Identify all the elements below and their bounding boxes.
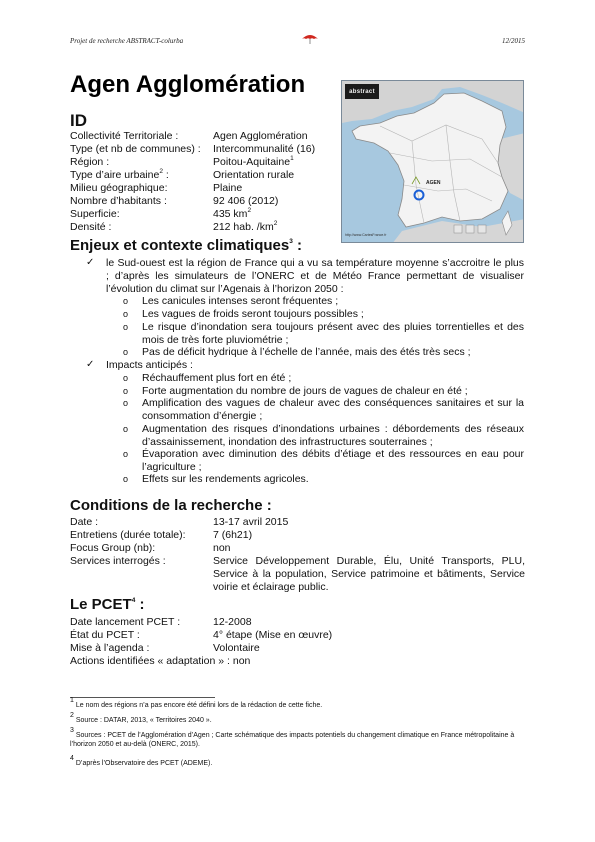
pcet-key: Date lancement PCET : [70, 616, 181, 628]
circle-bullet-icon: o [123, 322, 129, 332]
footnote-number: 2 [70, 711, 74, 719]
id-key: Superficie: [70, 208, 120, 220]
footnote-ref: 4 [131, 597, 136, 604]
sub-list-item [123, 372, 524, 385]
footnote [70, 754, 525, 768]
conditions-key: Date : [70, 516, 99, 528]
sub-list-item [123, 448, 524, 474]
id-key: Région : [70, 156, 110, 168]
id-value: 212 hab. $/km^2$ [213, 219, 278, 233]
footnote-number: 1 [70, 696, 74, 704]
sub-list-item [123, 321, 524, 347]
conditions-heading: Conditions de la recherche : [70, 497, 272, 514]
sub-list-item [123, 295, 524, 308]
map-credit: http://www.CartesFrance.fr [345, 233, 387, 237]
pcet-actions: Actions identifiées « adaptation » : non [70, 655, 251, 667]
id-key: Densité : [70, 221, 112, 233]
list-item-text: Impacts anticipés : [106, 359, 193, 371]
id-value: Orientation rurale [213, 169, 295, 181]
circle-bullet-icon: o [123, 386, 129, 396]
id-key: Collectivité Territoriale : [70, 130, 179, 142]
circle-bullet-icon: o [123, 449, 129, 459]
id-value: 92 406 (2012) [213, 195, 279, 207]
footnote-number: 3 [70, 726, 74, 734]
unit-exponent: 2 [247, 206, 252, 214]
sub-list-item-text: Effets sur les rendements agricoles. [142, 473, 309, 485]
footnote [70, 726, 525, 749]
footnote [70, 711, 525, 725]
circle-bullet-icon: o [123, 347, 129, 357]
circle-bullet-icon: o [123, 296, 129, 306]
footnote-number: 4 [70, 754, 74, 762]
sub-list-item-text: Réchauffement plus fort en été ; [142, 372, 292, 384]
conditions-key: Focus Group (nb): [70, 542, 156, 554]
id-key: Type d’aire urbaine$^2$ : [70, 167, 169, 181]
circle-bullet-icon: o [123, 474, 129, 484]
footnote-ref: 1 [290, 154, 294, 162]
sub-list-item [123, 473, 524, 486]
pcet-value: 12-2008 [213, 616, 252, 628]
id-value: Poitou-Aquitaine$^1$ [213, 154, 294, 168]
id-key: Type (et nb de communes) : [70, 143, 201, 155]
conditions-value: 13-17 avril 2015 [213, 516, 289, 528]
conditions-key: Entretiens (durée totale): [70, 529, 186, 541]
conditions-key: Services interrogés : [70, 555, 166, 567]
checkmark-icon: ✓ [86, 257, 95, 268]
id-key: Nombre d’habitants : [70, 195, 167, 207]
sub-list-item [123, 397, 524, 423]
conditions-value: non [213, 542, 231, 554]
map-city-label: AGEN [426, 180, 441, 186]
france-map-image [342, 81, 524, 243]
abstract-logo: abstract [345, 84, 379, 99]
sub-list-item-text: Pas de déficit hydrique à l’échelle de l’année, mais des étés très secs ; [142, 346, 471, 358]
pcet-heading: Le PCET$^4$ : [70, 596, 145, 613]
sub-list-item-text: Forte augmentation du nombre de jours de vagues de chaleur en été ; [142, 385, 468, 397]
id-value: Plaine [213, 182, 243, 194]
sub-list-item-text: Le risque d’inondation sera toujours présent avec des pluies torrentielles et des mois de très forte pluviométrie ; [142, 321, 524, 346]
list-item [86, 359, 524, 372]
conditions-value: Service Développement Durable, Élu, Unité Transports, PLU, Service à la population, Service patrimoine et bâtiments, Service voirie et éclairage public. [213, 555, 525, 593]
list-item [86, 257, 524, 295]
footnote-text: Sources : PCET de l’Agglomération d’Agen ; Carte schématique des impacts potentiels du changement climatique en France métropolitaine à l’horizon 2050 et au-delà (ONERC, 2015). [70, 732, 515, 748]
circle-bullet-icon: o [123, 309, 129, 319]
footnote-separator [70, 697, 215, 698]
checkmark-icon: ✓ [86, 359, 95, 370]
umbrella-logo-icon [301, 33, 319, 45]
sub-list-item [123, 346, 524, 359]
pcet-key: État du PCET : [70, 629, 140, 641]
sub-list-item-text: Évaporation avec diminution des débits d’étiage et des ressources en eau pour l’agriculture ; [142, 448, 524, 473]
sub-list-item-text: Augmentation des risques d’inondations urbaines : débordements des réseaux d’assainissement, inondation des infrastructures souterraines ; [142, 423, 524, 448]
id-value: 435 $km^2$ [213, 206, 252, 220]
id-heading: ID [70, 111, 87, 130]
pcet-key: Mise à l’agenda : [70, 642, 150, 654]
footnote-text: Source : DATAR, 2013, « Territoires 2040 ». [75, 717, 212, 724]
circle-bullet-icon: o [123, 373, 129, 383]
enjeux-heading: Enjeux et contexte climatiques$^3$ : [70, 237, 303, 254]
sub-list-item [123, 423, 524, 449]
unit-exponent: 2 [273, 219, 278, 227]
page-title: Agen Agglomération [70, 71, 306, 98]
footnote-ref: 2 [159, 167, 163, 175]
id-value: Agen Agglomération [213, 130, 308, 142]
footnote [70, 696, 525, 710]
sub-list-item-text: Les canicules intenses seront fréquentes ; [142, 295, 339, 307]
sub-list-item [123, 308, 524, 321]
pcet-value: Volontaire [213, 642, 260, 654]
sub-list-item-text: Les vagues de froids seront toujours possibles ; [142, 308, 364, 320]
location-map [341, 80, 524, 243]
pcet-value: 4° étape (Mise en œuvre) [213, 629, 333, 641]
circle-bullet-icon: o [123, 424, 129, 434]
sub-list-item [123, 385, 524, 398]
footnote-text: D’après l’Observatoire des PCET (ADEME). [75, 760, 213, 767]
footnote-text: Le nom des régions n’a pas encore été défini lors de la rédaction de cette fiche. [75, 702, 323, 709]
sub-list-item-text: Amplification des vagues de chaleur avec des conséquences sanitaires et sur la consommation d’énergie ; [142, 397, 524, 422]
list-item-text: le Sud-ouest est la région de France qui a vu sa température moyenne s’accroitre le plus ; d’après les simulateurs de l’ONERC et de Météo France permettant de visualiser l’évolution du climat sur l’Agenais à l’horizon 2050 : [106, 257, 524, 295]
footnote-ref: 3 [289, 238, 293, 245]
id-value: Intercommunalité (16) [213, 143, 316, 155]
conditions-value: 7 (6h21) [213, 529, 253, 541]
id-key: Milieu géographique: [70, 182, 168, 194]
header-date: 12/2015 [502, 37, 525, 45]
circle-bullet-icon: o [123, 398, 129, 408]
header-project-title: Projet de recherche ABSTRACT-colurba [70, 37, 184, 45]
